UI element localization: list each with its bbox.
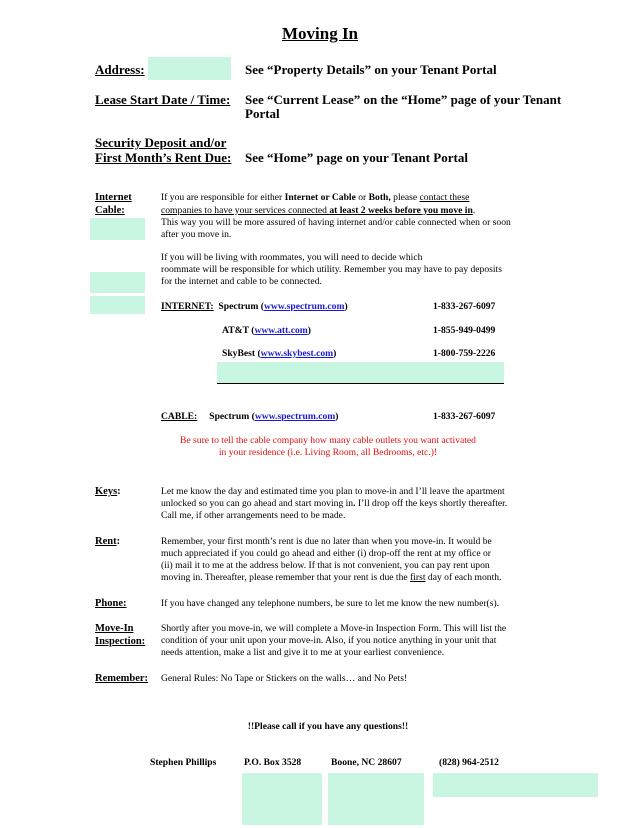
keys-label: Keys: [95,486,121,497]
rent-line3: (ii) mail it to me at the address below. If that is not convenient, you can pay rent upon [161,560,490,571]
address-value: See “Property Details” on your Tenant Portal [245,62,497,77]
highlight-address [148,57,231,80]
cable-note-line1: Be sure to tell the cable company how many cable outlets you want activated [180,435,476,446]
highlight-footer-2 [328,773,424,825]
skybest-phone: 1-800-759-2226 [433,348,496,359]
provider-row-cable: CABLE: Spectrum (www.spectrum.com) [161,411,339,422]
lease-label: Lease Start Date / Time: [95,92,231,107]
page-title: Moving In [281,24,359,43]
internet-para2-line3: for the internet and cable to be connected. [161,276,322,287]
provider-divider [217,383,504,384]
spectrum-link[interactable]: www.spectrum.com [263,301,345,312]
deposit-value: See “Home” page on your Tenant Portal [245,150,468,165]
cable-phone: 1-833-267-6097 [433,411,496,422]
address-label: Address: [95,62,145,77]
att-link[interactable]: www.att.com [254,325,308,336]
highlight-internet-3 [90,296,145,314]
rent-line1: Remember, your first month’s rent is due no later than when you move-in. It would be [161,536,492,547]
spectrum-phone: 1-833-267-6097 [433,301,496,312]
att-phone: 1-855-949-0499 [433,325,496,336]
remember-label: Remember: [95,673,149,684]
inspection-label-line2: Inspection: [95,636,146,647]
rent-label: Rent: [95,536,121,547]
highlight-footer-3 [433,773,598,797]
provider-row-att: AT&T (www.att.com) [222,325,311,336]
contact-city: Boone, NC 28607 [331,757,402,768]
lease-value-line1: See “Current Lease” on the “Home” page of your Tenant [245,92,562,107]
internet-label-line1: Internet [95,192,132,203]
rent-line2: much appreciated if you could go ahead and either (i) drop-off the rent at my office or [161,548,491,559]
keys-line2: unlocked so you can go ahead and start moving in. I’ll drop off the keys shortly thereafter. [161,498,508,509]
internet-para2-line1: If you will be living with roommates, you will need to decide which [161,252,423,263]
highlight-internet-2 [90,272,145,293]
provider-row-spectrum: INTERNET: Spectrum (www.spectrum.com) [161,301,348,312]
inspection-label-line1: Move-In [95,623,134,634]
internet-label-line2: Cable: [95,205,125,216]
highlight-internet-1 [90,218,145,240]
phone-text: If you have changed any telephone numbers, be sure to let me know the new number(s). [161,598,500,609]
closing-note: !!Please call if you have any questions!! [247,721,409,732]
rent-line4: moving in. Thereafter, please remember that your rent is due the first day of each month. [161,572,502,583]
highlight-providers [217,362,504,384]
internet-para1-line3: This way you will be more assured of having internet and/or cable connected when or soon [161,217,511,228]
provider-row-skybest: SkyBest (www.skybest.com) [222,348,337,359]
highlight-footer-1 [242,773,322,825]
skybest-link[interactable]: www.skybest.com [260,348,334,359]
cable-note-line2: in your residence (i.e. Living Room, all Bedrooms, etc.)! [218,447,438,458]
cable-spectrum-link[interactable]: www.spectrum.com [254,411,336,422]
lease-value-line2: Portal [245,106,280,121]
deposit-label-line2: First Month’s Rent Due: [95,150,232,165]
inspection-line2: condition of your unit upon your move-in. Also, if you notice anything in your unit that [161,635,497,646]
contact-po-box: P.O. Box 3528 [244,757,302,768]
keys-line1: Let me know the day and estimated time you plan to move-in and I’ll leave the apartment [161,486,505,497]
contact-phone: (828) 964-2512 [439,757,499,768]
deposit-label-line1: Security Deposit and/or [95,135,227,150]
cable-label: CABLE: [161,411,198,422]
keys-line3: Call me, if other arrangements need to be made. [161,510,346,521]
internet-label: INTERNET: [161,301,214,312]
internet-para1-line2: companies to have your services connected at least 2 weeks before you move in. [161,205,476,216]
inspection-line1: Shortly after you move-in, we will complete a Move-in Inspection Form. This will list the [161,623,507,634]
contact-name: Stephen Phillips [150,757,217,768]
internet-para1-line4: after you move in. [161,229,232,240]
remember-text: General Rules: No Tape or Stickers on the walls… and No Pets! [161,673,408,684]
internet-para1-line1: If you are responsible for either Internet or Cable or Both, please contact these [161,192,470,203]
inspection-line3: needs attention, make a list and give it to me at your earliest convenience. [161,647,445,658]
phone-label: Phone: [95,598,127,609]
internet-para2-line2: roommate will be responsible for which utility. Remember you may have to pay deposits [161,264,502,275]
